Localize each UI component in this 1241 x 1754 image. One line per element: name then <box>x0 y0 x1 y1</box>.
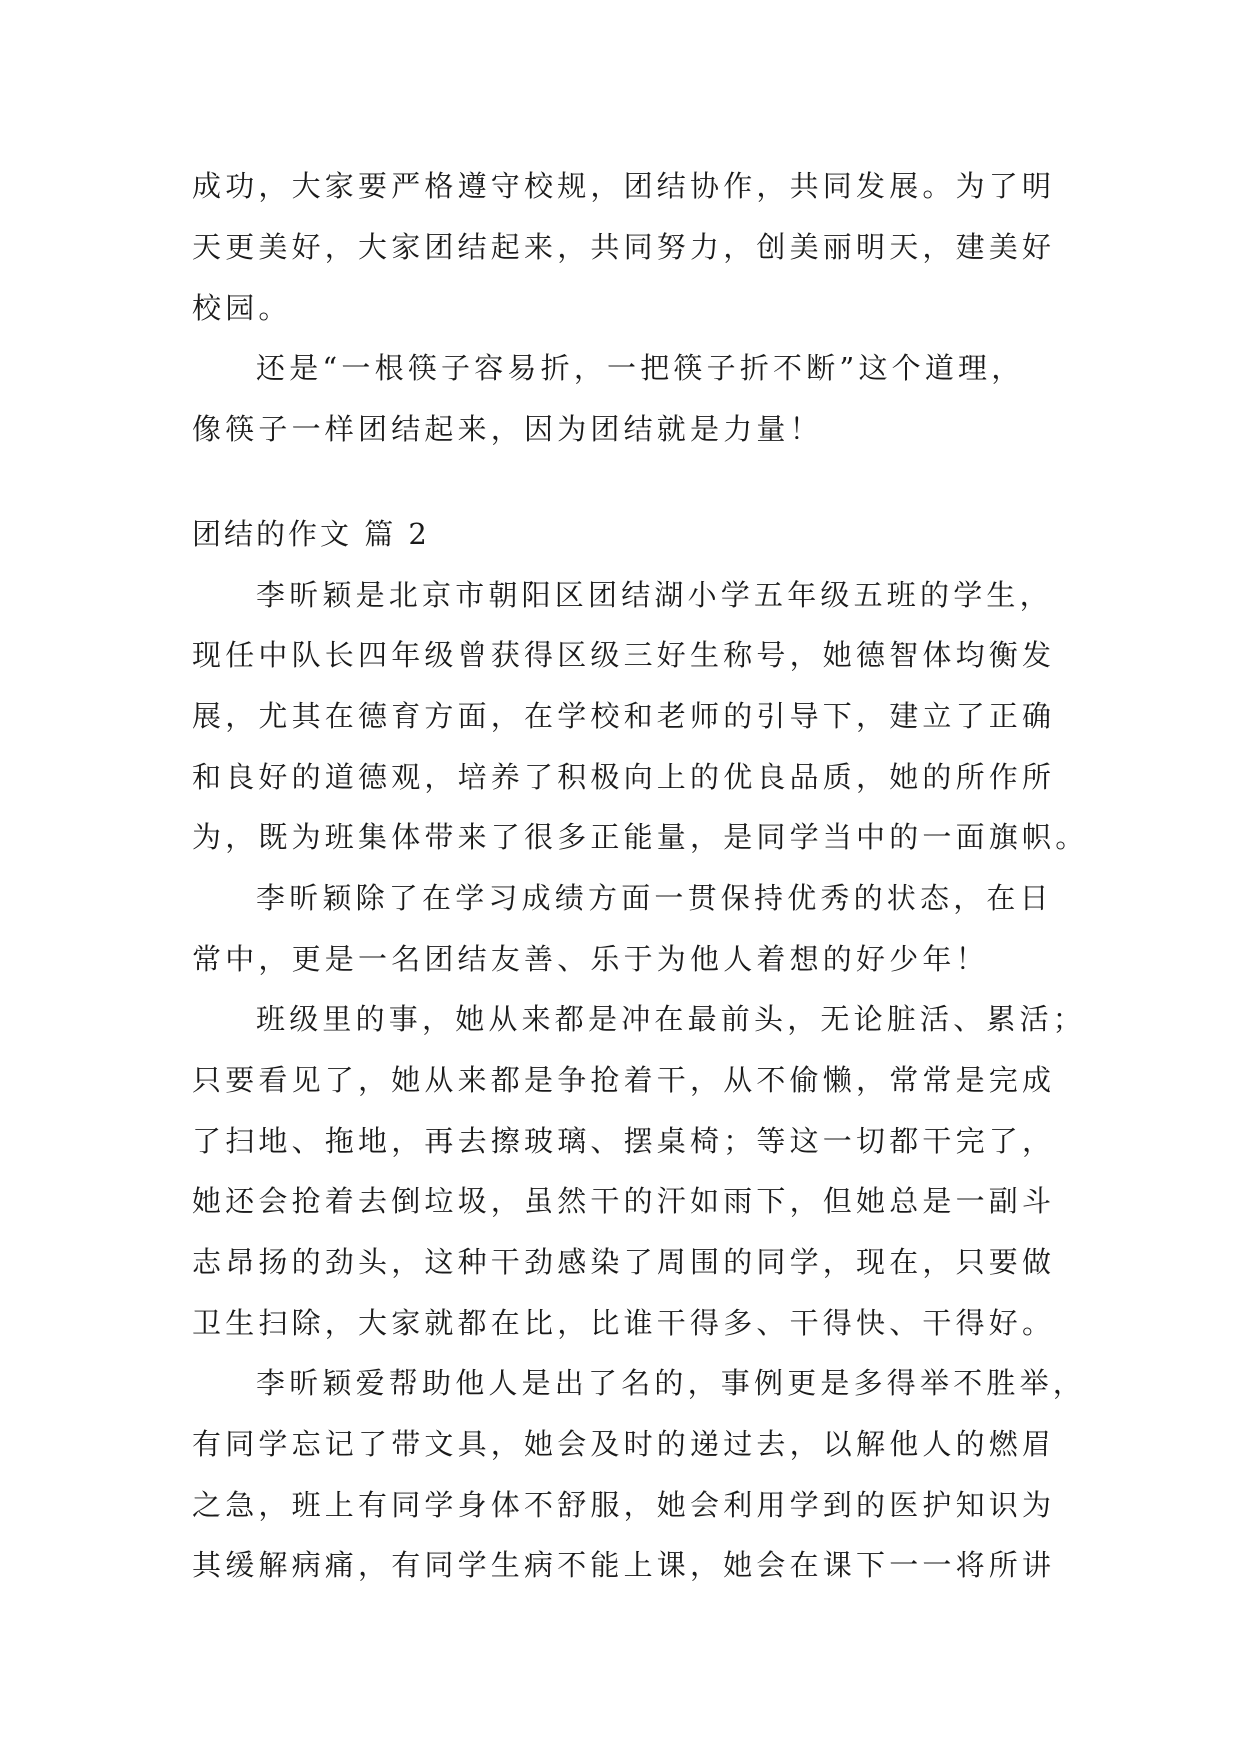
paragraph-line: 李昕颖是北京市朝阳区团结湖小学五年级五班的学生， <box>256 578 1053 612</box>
paragraph-line: 李昕颖爱帮助他人是出了名的，事例更是多得举不胜举， <box>256 1366 1087 1400</box>
paragraph-line: 像筷子一样团结起来，因为团结就是力量！ <box>192 412 823 446</box>
paragraph-line: 李昕颖除了在学习成绩方面一贯保持优秀的状态，在日 <box>256 881 1053 915</box>
paragraph-line: 成功，大家要严格遵守校规，团结协作，共同发展。为了明 <box>192 169 1056 203</box>
paragraph-line: 天更美好，大家团结起来，共同努力，创美丽明天，建美好 <box>192 230 1056 264</box>
paragraph-line: 志昂扬的劲头，这种干劲感染了周围的同学，现在，只要做 <box>192 1245 1056 1279</box>
paragraph-line: 为，既为班集体带来了很多正能量，是同学当中的一面旗帜。 <box>192 820 1089 854</box>
paragraph-line: 有同学忘记了带文具，她会及时的递过去，以解他人的燃眉 <box>192 1427 1056 1461</box>
paragraph-line: 展，尤其在德育方面，在学校和老师的引导下，建立了正确 <box>192 699 1056 733</box>
section-heading: 团结的作文 篇 2 <box>192 517 430 551</box>
paragraph-line: 之急，班上有同学身体不舒服，她会利用学到的医护知识为 <box>192 1488 1056 1522</box>
paragraph-line: 了扫地、拖地，再去擦玻璃、摆桌椅；等这一切都干完了， <box>192 1124 1056 1158</box>
paragraph-line: 卫生扫除，大家就都在比，比谁干得多、干得快、干得好。 <box>192 1306 1056 1340</box>
paragraph-line: 还是“一根筷子容易折，一把筷子折不断”这个道理， <box>256 351 1025 385</box>
paragraph-line: 常中，更是一名团结友善、乐于为他人着想的好少年！ <box>192 942 989 976</box>
paragraph-line: 现任中队长四年级曾获得区级三好生称号，她德智体均衡发 <box>192 638 1056 672</box>
paragraph-line: 只要看见了，她从来都是争抢着干，从不偷懒，常常是完成 <box>192 1063 1056 1097</box>
paragraph-line: 其缓解病痛，有同学生病不能上课，她会在课下一一将所讲 <box>192 1548 1056 1582</box>
paragraph-line: 班级里的事，她从来都是冲在最前头，无论脏活、累活； <box>256 1002 1087 1036</box>
paragraph-line: 她还会抢着去倒垃圾，虽然干的汗如雨下，但她总是一副斗 <box>192 1184 1056 1218</box>
paragraph-line: 校园。 <box>192 291 292 325</box>
paragraph-line: 和良好的道德观，培养了积极向上的优良品质，她的所作所 <box>192 760 1056 794</box>
